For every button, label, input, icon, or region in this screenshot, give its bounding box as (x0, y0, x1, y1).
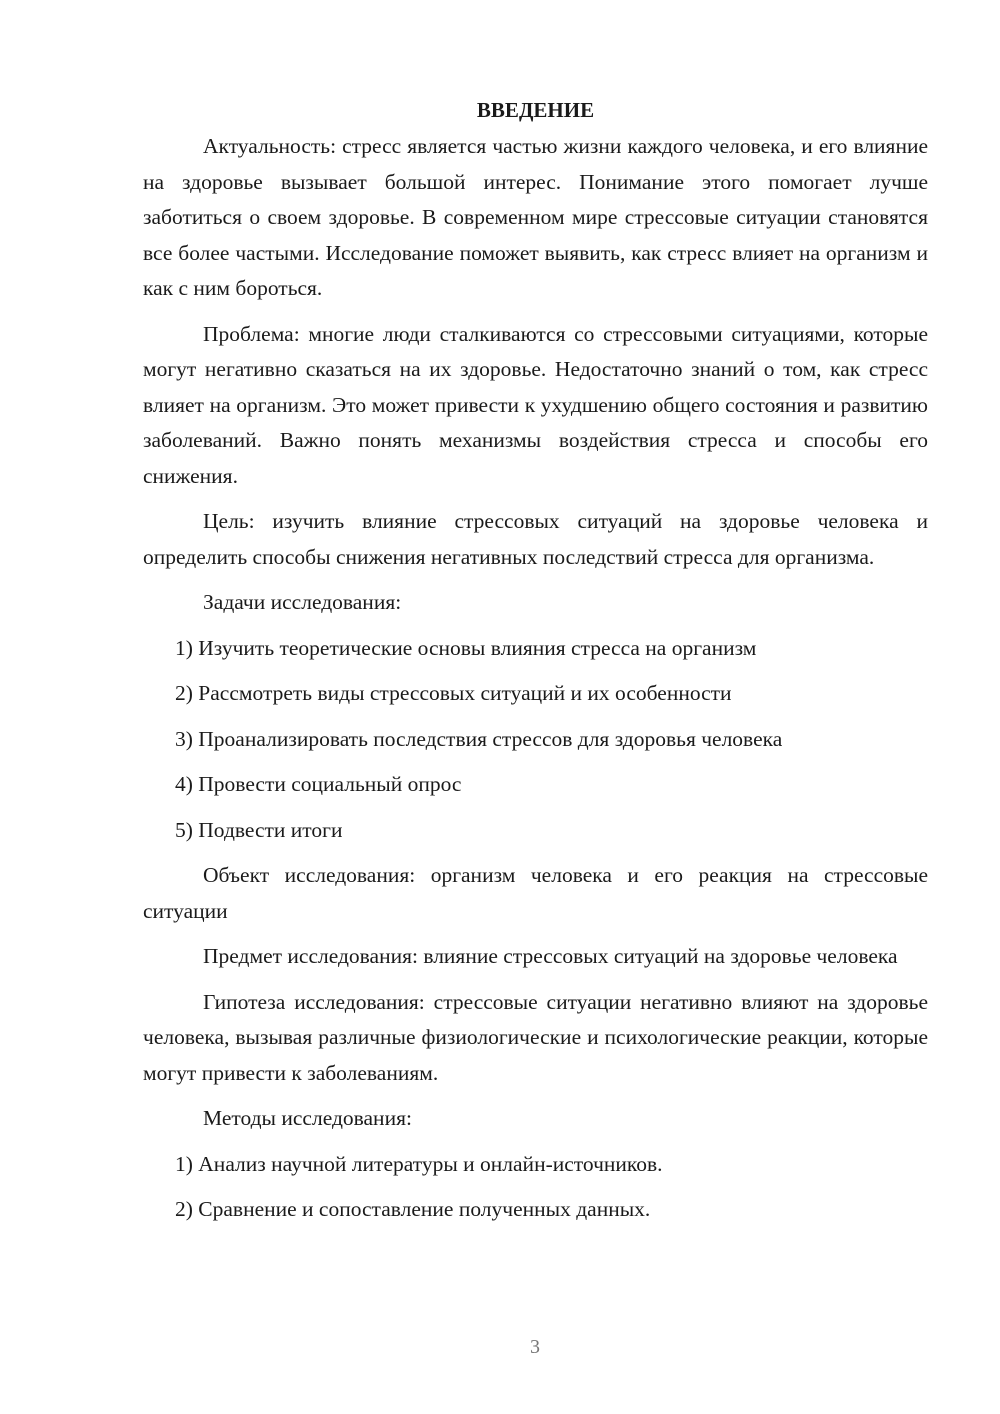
tasks-heading: Задачи исследования: (203, 590, 402, 614)
hypothesis-paragraph: Гипотеза исследования: стрессовые ситуации негативно влияют на здоровье человека, вызывая различные физиологические и психологические реакции, которые могут привести к заболеваниям. (143, 989, 928, 1085)
task-item: 2) Рассмотреть виды стрессовых ситуаций и их особенности (175, 681, 732, 705)
relevance-paragraph: Актуальность: стресс является частью жизни каждого человека, и его влияние на здоровье вызывает большой интерес. Понимание этого помогает лучше заботиться о своем здоровье. В современном мире стрессовые ситуации становятся все более частыми. Исследование поможет выявить, как стресс влияет на организм и как с ним бороться. (143, 134, 928, 300)
task-item: 5) Подвести итоги (175, 817, 343, 842)
methods-heading: Методы исследования: (203, 1106, 412, 1130)
subject-paragraph: Предмет исследования: влияние стрессовых ситуаций на здоровье человека (203, 944, 898, 968)
method-item: 1) Анализ научной литературы и онлайн-источников. (175, 1151, 663, 1176)
goal-paragraph: Цель: изучить влияние стрессовых ситуаций на здоровье человека и определить способы снижения негативных последствий стресса для организма. (143, 509, 928, 569)
object-paragraph: Объект исследования: организм человека и его реакция на стрессовые ситуации (143, 863, 928, 923)
task-item: 1) Изучить теоретические основы влияния стресса на организм (175, 635, 757, 660)
document-page (143, 95, 928, 1238)
problem-paragraph: Проблема: многие люди сталкиваются со стрессовыми ситуациями, которые могут негативно сказаться на их здоровье. Недостаточно знаний о том, как стресс влияет на организм. Это может привести к ухудшению общего состояния и развитию заболеваний. Важно понять механизмы воздействия стресса и способы его снижения. (143, 321, 928, 488)
method-item: 2) Сравнение и сопоставление полученных данных. (175, 1197, 651, 1221)
task-item: 3) Проанализировать последствия стрессов для здоровья человека (175, 726, 783, 751)
page-number: 3 (530, 1336, 540, 1358)
section-title: ВВЕДЕНИЕ (476, 98, 595, 122)
task-item: 4) Провести социальный опрос (175, 772, 462, 796)
